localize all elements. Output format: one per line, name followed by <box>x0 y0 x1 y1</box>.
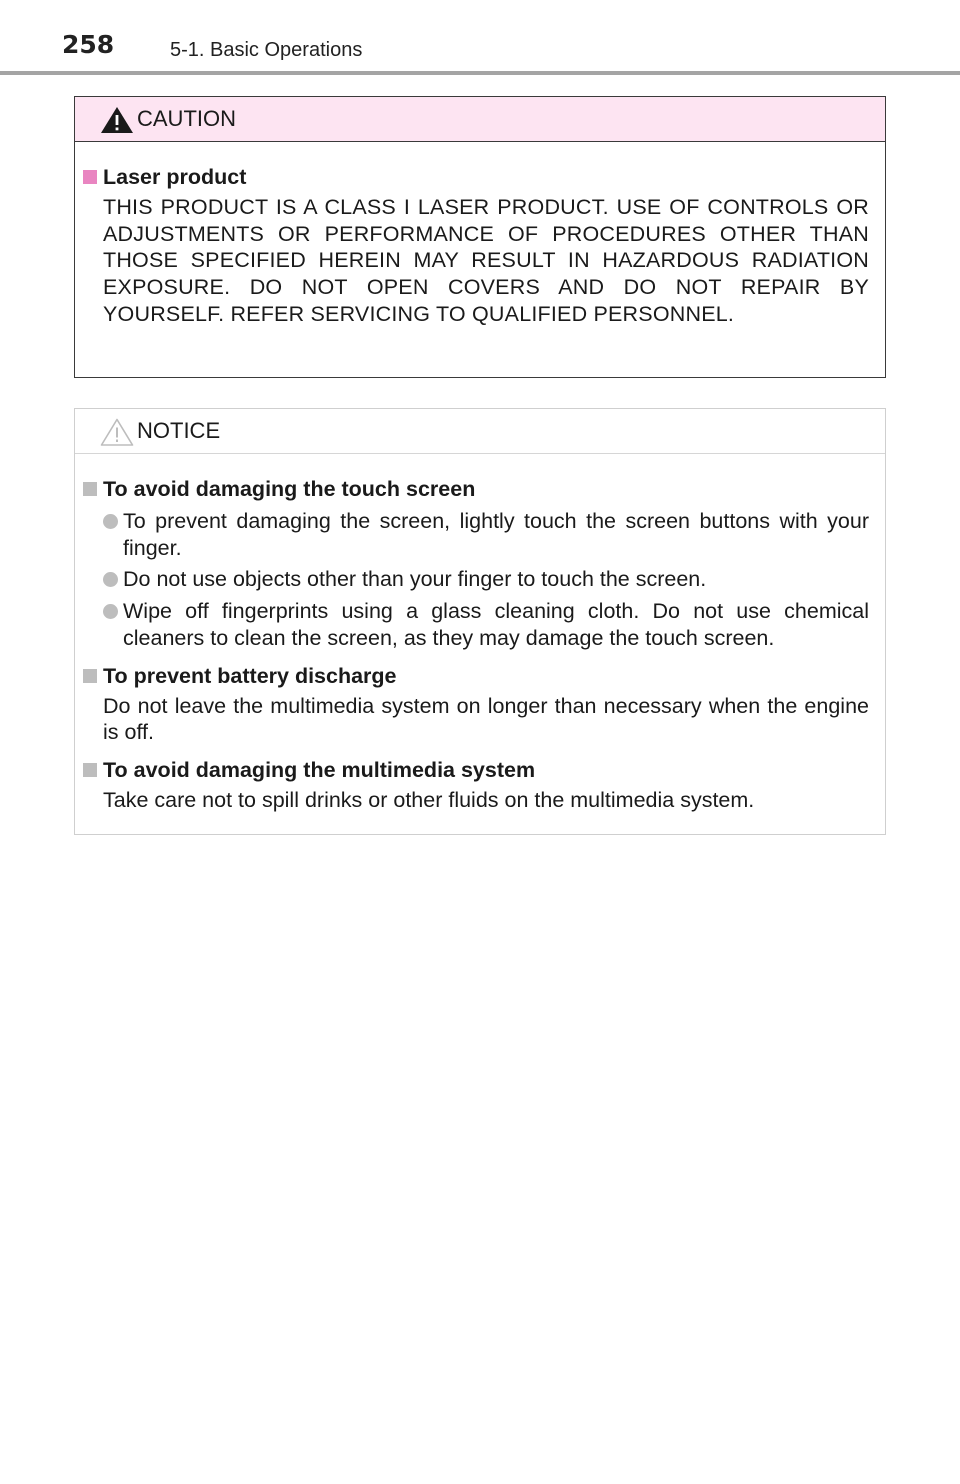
notice-header <box>75 409 885 454</box>
caution-body <box>75 142 885 328</box>
caution-text: THIS PRODUCT IS A CLASS I LASER PRODUCT. USE OF CONTROLS OR ADJUSTMENTS OR PERFORMANCE OF PROCEDURES OTHER THAN THOSE SPECIFIED HEREIN MAY RESULT IN HAZARDOUS RADIATION EXPOSURE. DO NOT OPEN COVERS AND DO NOT REPAIR BY YOURSELF. REFER SERVICING TO QUALIFIED PERSONNEL. <box>103 195 869 326</box>
list-item <box>83 598 869 651</box>
caution-label: CAUTION <box>137 106 236 131</box>
list-item <box>83 566 869 593</box>
subheading-text: To avoid damaging the multimedia system <box>103 757 536 782</box>
notice-box <box>74 408 886 835</box>
warning-triangle-icon <box>99 105 135 135</box>
page-header <box>0 0 960 72</box>
page-number: 258 <box>62 30 115 59</box>
circle-bullet-icon <box>103 572 118 587</box>
subheading-text: To avoid damaging the touch screen <box>103 477 476 501</box>
notice-paragraph: Take care not to spill drinks or other fluids on the multimedia system. <box>103 787 755 812</box>
circle-bullet-icon <box>103 514 118 529</box>
notice-body <box>75 454 885 814</box>
caution-box <box>74 96 886 378</box>
gray-square-bullet-icon <box>83 763 97 777</box>
list-item-text: Wipe off fingerprints using a glass cleaning cloth. Do not use chemical cleaners to clean the screen, as they may damage the touch screen. <box>123 599 869 650</box>
gray-square-bullet-icon <box>83 482 97 496</box>
header-divider <box>0 71 960 75</box>
gray-square-bullet-icon <box>83 669 97 683</box>
warning-triangle-outline-icon <box>99 417 135 447</box>
list-item-text: To prevent damaging the screen, lightly touch the screen buttons with your finger. <box>123 509 869 560</box>
notice-subheading-multimedia <box>83 756 869 784</box>
caution-subheading <box>83 163 869 191</box>
notice-subheading-touch-screen <box>83 475 869 503</box>
section-title: 5-1. Basic Operations <box>170 39 363 61</box>
caution-header <box>75 97 885 142</box>
circle-bullet-icon <box>103 604 118 619</box>
notice-label: NOTICE <box>137 418 221 443</box>
notice-subheading-battery <box>83 662 869 690</box>
pink-square-bullet-icon <box>83 170 97 184</box>
subheading-text: To prevent battery discharge <box>103 663 397 688</box>
caution-heading-text: Laser product <box>103 165 247 189</box>
notice-paragraph: Do not leave the multimedia system on longer than necessary when the engine is off. <box>103 693 869 745</box>
list-item <box>83 508 869 561</box>
list-item-text: Do not use objects other than your finger to touch the screen. <box>123 567 707 592</box>
